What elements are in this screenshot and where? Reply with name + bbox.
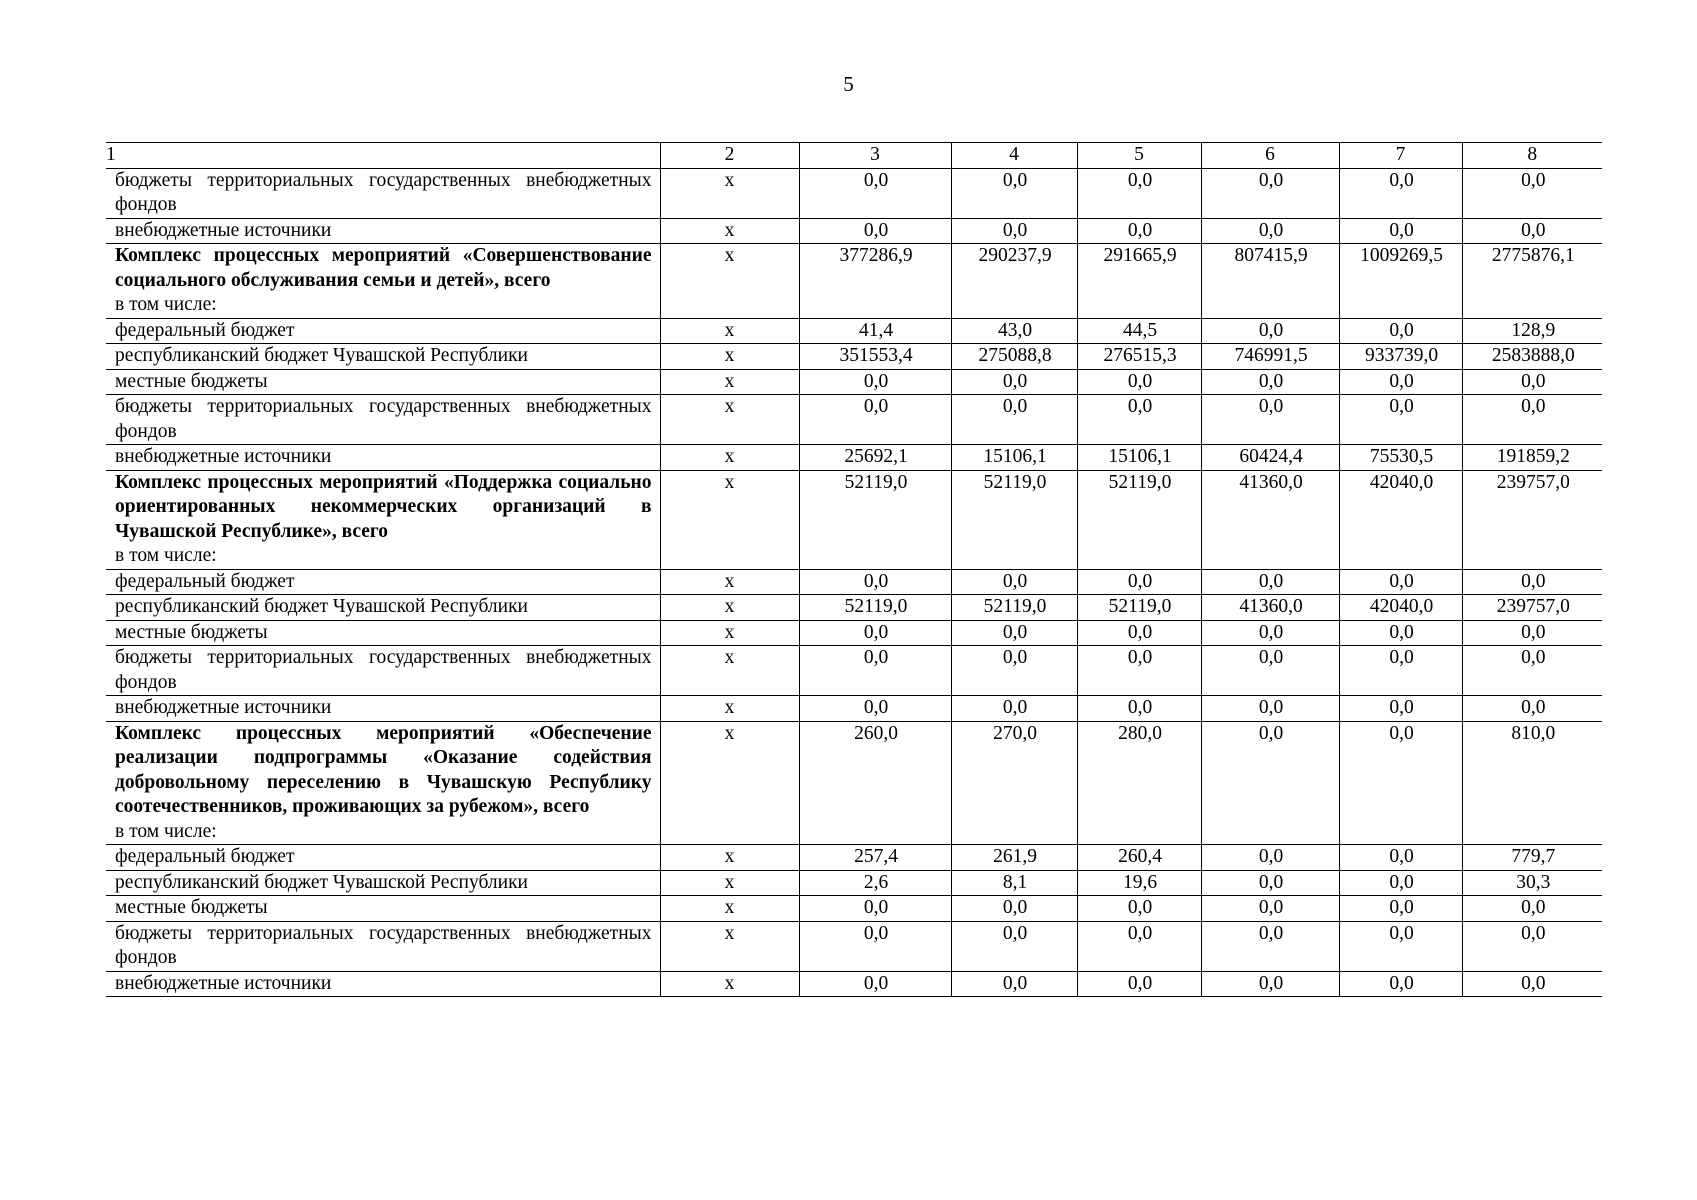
value-cell: 0,0 [1462,620,1602,646]
value-cell: 0,0 [1201,971,1339,997]
value-cell: 257,4 [799,845,951,871]
row-col2-cell: x [660,921,799,971]
value-cell: 60424,4 [1201,445,1339,471]
row-label-cell [106,696,660,722]
column-header: 2 [660,143,799,169]
row-col2-cell: x [660,445,799,471]
value-cell: 0,0 [1201,569,1339,595]
value-cell: 0,0 [1077,218,1201,244]
row-label: внебюджетные источники [115,972,332,994]
row-label: Комплекс процессных мероприятий «Поддержка социально ориентированных некоммерческих организаций в Чувашской Республике», всего [115,471,652,542]
value-cell: 275088,8 [951,344,1077,370]
value-cell: 0,0 [799,168,951,218]
value-cell: 52119,0 [799,470,951,569]
row-label: республиканский бюджет Чувашской Республики [115,345,528,366]
value-cell: 0,0 [1201,168,1339,218]
table-row-section-total [106,470,1602,569]
value-cell: 52119,0 [951,470,1077,569]
value-cell: 0,0 [1339,921,1462,971]
value-cell: 0,0 [1201,696,1339,722]
column-header: 1 [106,143,660,169]
value-cell: 0,0 [799,971,951,997]
value-cell: 0,0 [1462,218,1602,244]
value-cell: 933739,0 [1339,344,1462,370]
row-label: республиканский бюджет Чувашской Республики [115,871,528,893]
value-cell: 807415,9 [1201,244,1339,319]
value-cell: 0,0 [951,696,1077,722]
table-row-section-total [106,721,1602,845]
value-cell: 0,0 [799,696,951,722]
value-cell: 0,0 [1077,395,1201,445]
table-row [106,569,1602,595]
table-row [106,445,1602,471]
table-row [106,595,1602,621]
value-cell: 0,0 [1201,721,1339,845]
value-cell: 0,0 [1339,395,1462,445]
row-col2-cell: x [660,971,799,997]
value-cell: 0,0 [1462,646,1602,696]
row-label: внебюджетные источники [115,697,332,718]
value-cell: 0,0 [799,218,951,244]
row-label-cell [106,921,660,971]
row-label-cell [106,870,660,896]
row-label: бюджеты территориальных государственных внебюджетных фондов [115,922,652,968]
value-cell: 0,0 [1201,870,1339,896]
value-cell: 0,0 [1077,369,1201,395]
row-label: внебюджетные источники [115,219,332,241]
value-cell: 0,0 [1077,569,1201,595]
value-cell: 52119,0 [1077,470,1201,569]
row-label: бюджеты территориальных государственных внебюджетных фондов [115,647,652,693]
value-cell: 0,0 [1201,395,1339,445]
value-cell: 0,0 [1339,218,1462,244]
value-cell: 0,0 [799,896,951,922]
value-cell: 280,0 [1077,721,1201,845]
value-cell: 0,0 [951,168,1077,218]
row-col2-cell: x [660,646,799,696]
row-label: бюджеты территориальных государственных внебюджетных фондов [115,396,652,442]
value-cell: 0,0 [1077,896,1201,922]
value-cell: 276515,3 [1077,344,1201,370]
row-label: местные бюджеты [115,897,268,918]
row-label: внебюджетные источники [115,446,332,467]
value-cell: 0,0 [1339,168,1462,218]
value-cell: 0,0 [1339,696,1462,722]
value-cell: 0,0 [1339,896,1462,922]
row-label: местные бюджеты [115,621,268,643]
row-label-cell [106,896,660,922]
value-cell: 290237,9 [951,244,1077,319]
row-label-cell [106,971,660,997]
row-label: федеральный бюджет [115,570,295,592]
table-body [106,168,1602,997]
value-cell: 0,0 [1077,696,1201,722]
table-row [106,696,1602,722]
row-label-cell [106,721,660,845]
value-cell: 0,0 [1339,620,1462,646]
row-label: Комплекс процессных мероприятий «Совершенствование социального обслуживания семьи и детей», всего [115,245,652,291]
column-header: 6 [1201,143,1339,169]
value-cell: 0,0 [1462,569,1602,595]
value-cell: 30,3 [1462,870,1602,896]
value-cell: 291665,9 [1077,244,1201,319]
value-cell: 0,0 [951,569,1077,595]
column-header: 3 [799,143,951,169]
value-cell: 0,0 [1462,696,1602,722]
value-cell: 270,0 [951,721,1077,845]
row-label: федеральный бюджет [115,319,295,341]
value-cell: 44,5 [1077,318,1201,344]
row-col2-cell: x [660,318,799,344]
table-row [106,921,1602,971]
value-cell: 0,0 [1201,896,1339,922]
row-col2-cell: x [660,696,799,722]
value-cell: 0,0 [951,218,1077,244]
value-cell: 0,0 [1201,845,1339,871]
value-cell: 0,0 [951,896,1077,922]
value-cell: 0,0 [1462,369,1602,395]
value-cell: 2775876,1 [1462,244,1602,319]
row-col2-cell: x [660,344,799,370]
row-label-cell [106,620,660,646]
value-cell: 0,0 [1339,845,1462,871]
row-col2-cell: x [660,369,799,395]
value-cell: 0,0 [1462,395,1602,445]
value-cell: 0,0 [1339,318,1462,344]
value-cell: 260,4 [1077,845,1201,871]
value-cell: 0,0 [799,921,951,971]
page-number: 5 [843,72,854,96]
value-cell: 41360,0 [1201,470,1339,569]
table-row [106,971,1602,997]
row-label-cell [106,595,660,621]
row-col2-cell: x [660,721,799,845]
value-cell: 0,0 [951,646,1077,696]
value-cell: 0,0 [1462,921,1602,971]
table-row [106,646,1602,696]
column-header: 4 [951,143,1077,169]
row-label-cell [106,244,660,319]
value-cell: 0,0 [1201,369,1339,395]
table-row-section-total [106,244,1602,319]
value-cell: 0,0 [1339,569,1462,595]
table-row [106,369,1602,395]
row-col2-cell: x [660,595,799,621]
row-label-cell [106,646,660,696]
value-cell: 1009269,5 [1339,244,1462,319]
row-label: местные бюджеты [115,370,268,392]
table-row [106,620,1602,646]
value-cell: 239757,0 [1462,470,1602,569]
value-cell: 0,0 [799,569,951,595]
column-header: 8 [1462,143,1602,169]
value-cell: 15106,1 [1077,445,1201,471]
value-cell: 19,6 [1077,870,1201,896]
value-cell: 0,0 [1339,870,1462,896]
row-label: бюджеты территориальных государственных внебюджетных фондов [115,169,652,215]
value-cell: 191859,2 [1462,445,1602,471]
value-cell: 0,0 [1462,896,1602,922]
budget-table [106,142,1602,997]
value-cell: 0,0 [1077,921,1201,971]
row-col2-cell: x [660,896,799,922]
row-subnote: в том числе: [115,820,217,842]
value-cell: 779,7 [1462,845,1602,871]
value-cell: 0,0 [799,620,951,646]
row-col2-cell: x [660,470,799,569]
value-cell: 0,0 [1077,971,1201,997]
value-cell: 0,0 [1339,646,1462,696]
value-cell: 260,0 [799,721,951,845]
row-subnote: в том числе: [115,545,217,566]
value-cell: 0,0 [951,369,1077,395]
value-cell: 2,6 [799,870,951,896]
table-row [106,168,1602,218]
row-col2-cell: x [660,569,799,595]
row-label-cell [106,470,660,569]
table-row [106,395,1602,445]
value-cell: 810,0 [1462,721,1602,845]
row-col2-cell: x [660,168,799,218]
value-cell: 2583888,0 [1462,344,1602,370]
value-cell: 0,0 [1339,721,1462,845]
row-col2-cell: x [660,395,799,445]
value-cell: 43,0 [951,318,1077,344]
column-header: 7 [1339,143,1462,169]
header-row [106,143,1602,169]
value-cell: 0,0 [1339,369,1462,395]
value-cell: 239757,0 [1462,595,1602,621]
row-subnote: в том числе: [115,294,217,315]
row-label-cell [106,845,660,871]
table-row [106,344,1602,370]
value-cell: 351553,4 [799,344,951,370]
row-label-cell [106,318,660,344]
value-cell: 0,0 [951,971,1077,997]
value-cell: 128,9 [1462,318,1602,344]
value-cell: 0,0 [1077,168,1201,218]
value-cell: 52119,0 [951,595,1077,621]
row-label-cell [106,395,660,445]
column-header: 5 [1077,143,1201,169]
row-col2-cell: x [660,870,799,896]
value-cell: 75530,5 [1339,445,1462,471]
table-row [106,845,1602,871]
row-col2-cell: x [660,218,799,244]
value-cell: 0,0 [951,921,1077,971]
table-row [106,870,1602,896]
value-cell: 746991,5 [1201,344,1339,370]
value-cell: 0,0 [799,395,951,445]
value-cell: 52119,0 [1077,595,1201,621]
row-label-cell [106,569,660,595]
value-cell: 0,0 [951,395,1077,445]
value-cell: 261,9 [951,845,1077,871]
value-cell: 0,0 [1462,971,1602,997]
value-cell: 0,0 [1462,168,1602,218]
row-label-cell [106,344,660,370]
value-cell: 42040,0 [1339,470,1462,569]
value-cell: 25692,1 [799,445,951,471]
value-cell: 41,4 [799,318,951,344]
row-label-cell [106,445,660,471]
table-row [106,218,1602,244]
value-cell: 0,0 [1077,646,1201,696]
value-cell: 15106,1 [951,445,1077,471]
value-cell: 0,0 [1201,921,1339,971]
value-cell: 0,0 [1077,620,1201,646]
row-col2-cell: x [660,845,799,871]
table-row [106,896,1602,922]
value-cell: 0,0 [1201,318,1339,344]
value-cell: 0,0 [1201,218,1339,244]
value-cell: 42040,0 [1339,595,1462,621]
value-cell: 0,0 [1201,620,1339,646]
row-col2-cell: x [660,244,799,319]
value-cell: 0,0 [951,620,1077,646]
value-cell: 52119,0 [799,595,951,621]
row-label: Комплекс процессных мероприятий «Обеспечение реализации подпрограммы «Оказание содействия добровольному переселению в Чувашскую Республику соотечественников, проживающих за рубежом», всего [115,722,652,817]
value-cell: 0,0 [799,646,951,696]
value-cell: 0,0 [1339,971,1462,997]
value-cell: 0,0 [799,369,951,395]
value-cell: 8,1 [951,870,1077,896]
value-cell: 41360,0 [1201,595,1339,621]
row-col2-cell: x [660,620,799,646]
value-cell: 377286,9 [799,244,951,319]
row-label: республиканский бюджет Чувашской Республики [115,596,528,617]
table-row [106,318,1602,344]
value-cell: 0,0 [1201,646,1339,696]
row-label-cell [106,218,660,244]
row-label: федеральный бюджет [115,846,295,867]
row-label-cell [106,369,660,395]
row-label-cell [106,168,660,218]
